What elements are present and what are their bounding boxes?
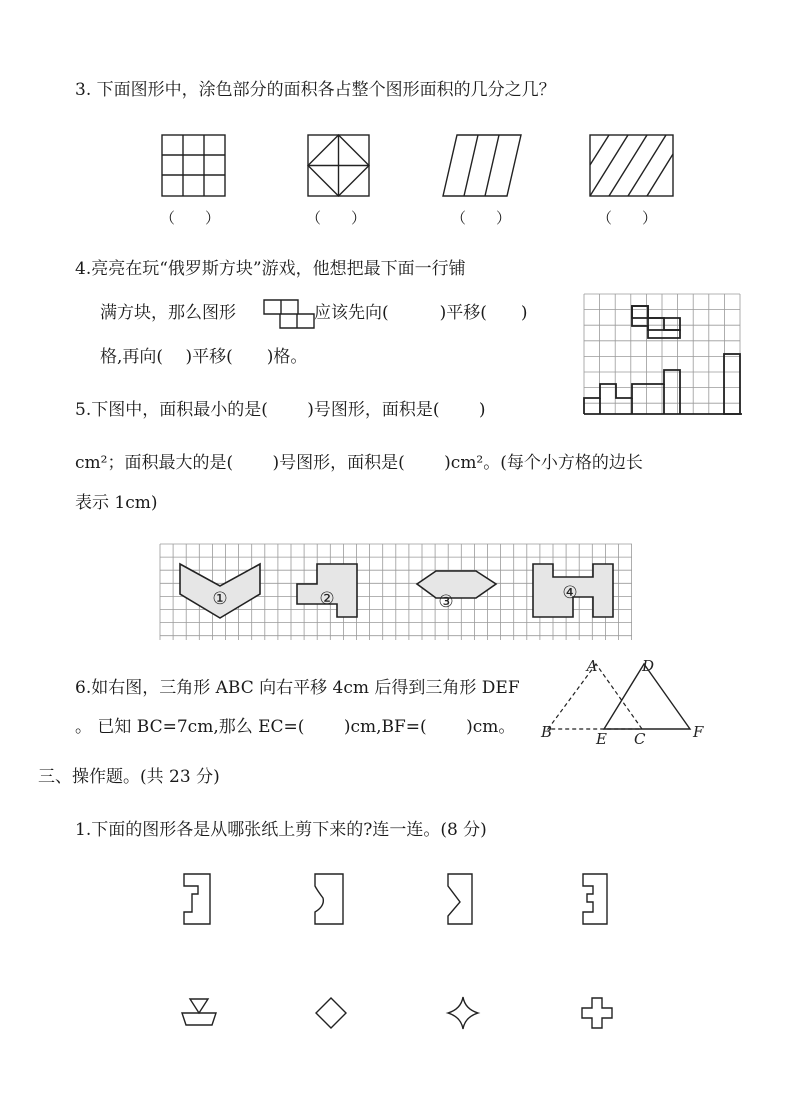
paper-shape-2-icon <box>314 996 348 1030</box>
cut-piece-3 <box>446 872 476 928</box>
q3-answer-4[interactable]: （ ） <box>597 209 658 227</box>
section3-heading: 三、操作题。(共 23 分) <box>38 767 220 787</box>
paper-shape-1-icon <box>180 997 218 1029</box>
q5-line3: 表示 1cm) <box>75 493 158 513</box>
q3-answer-1[interactable]: （ ） <box>160 209 221 227</box>
shape-3 <box>417 571 496 598</box>
shape-1-label: ① <box>212 589 228 609</box>
paper-shape-4-icon <box>580 996 614 1030</box>
point-F: F <box>693 723 704 741</box>
cut-piece-4 <box>581 872 611 928</box>
paper-shape-3-icon <box>446 995 480 1031</box>
point-C: C <box>634 730 646 748</box>
figure-hatched-rectangle <box>590 135 674 197</box>
q5-line1: 5.下图中，面积最小的是( )号图形，面积是( ) <box>75 400 486 420</box>
cut-piece-1 <box>182 872 214 928</box>
q3-answer-3[interactable]: （ ） <box>451 209 512 227</box>
q6-line1: 6.如右图，三角形 ABC 向右平移 4cm 后得到三角形 DEF <box>75 678 520 698</box>
shape-4-label: ④ <box>562 583 578 603</box>
q4-line3: 格,再向( )平移( )格。 <box>100 347 308 367</box>
q3-text: 3. 下面图形中，涂色部分的面积各占整个图形面积的几分之几？ <box>75 80 556 100</box>
cut-piece-2 <box>313 872 347 928</box>
point-D: D <box>641 657 655 675</box>
shape-3-label: ③ <box>438 592 454 612</box>
figure-parallelogram <box>443 135 523 197</box>
q5-line2: cm²；面积最大的是( )号图形，面积是( )cm²。(每个小方格的边长 <box>75 453 643 473</box>
q3-answer-2[interactable]: （ ） <box>306 209 367 227</box>
q6-line2: 。 已知 BC=7cm,那么 EC=( )cm,BF=( )cm。 <box>75 717 516 737</box>
tetris-piece-icon <box>264 300 316 330</box>
q4-line2b: 应该先向( )平移( ) <box>314 303 528 323</box>
area-grid <box>160 544 632 642</box>
point-A: A <box>586 657 598 675</box>
q4-line2a: 满方块，那么图形 <box>100 303 236 323</box>
point-E: E <box>596 730 607 748</box>
point-B: B <box>541 723 553 741</box>
triangle-translation-figure <box>538 652 718 747</box>
tetris-grid <box>584 294 742 416</box>
section3-q1: 1.下面的图形各是从哪张纸上剪下来的?连一连。(8 分) <box>75 820 487 840</box>
figure-diamond-square <box>308 135 370 197</box>
figure-grid-square <box>162 135 226 197</box>
q4-line1: 4.亮亮在玩“俄罗斯方块”游戏，他想把最下面一行铺 <box>75 259 466 279</box>
shape-2-label: ② <box>319 589 335 609</box>
